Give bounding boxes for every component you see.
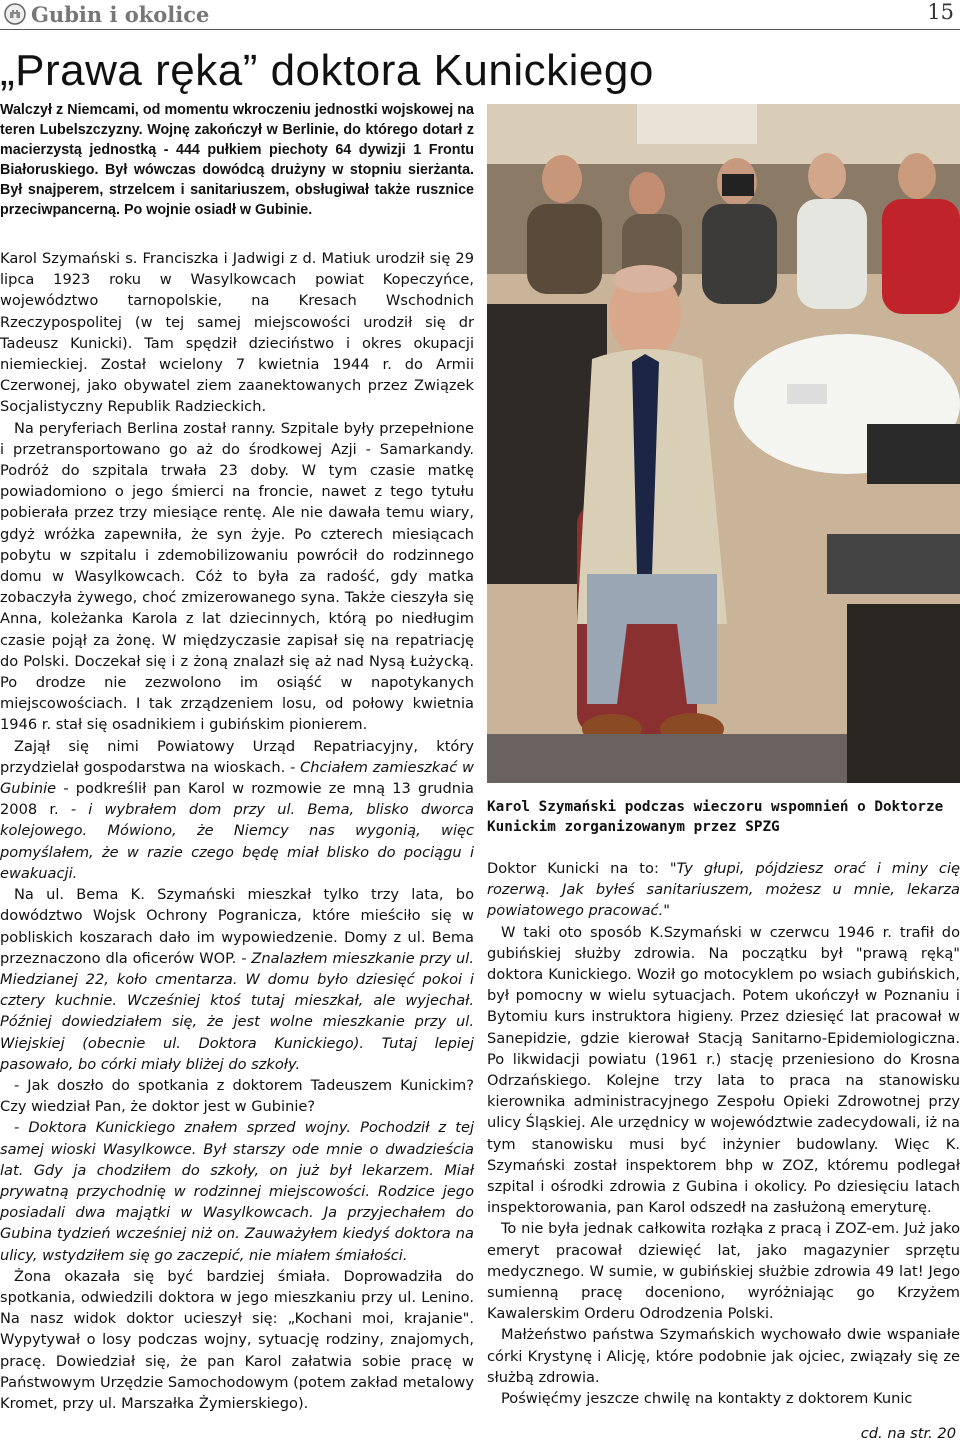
body-text: - podkreślił pan Karol w rozmowie ze mną 13 grudnia 2008 r. [0,780,474,819]
quote-text: "Ty głupi, pójdziesz orać i miny cię rozerwą. Jak byłeś sanitariuszem, możesz u mnie, lekarza powiatowego pracować." [487,860,960,920]
body-paragraph: To nie była jednak całkowita rozłąka z pracą i ZOZ-em. Już jako emeryt pracował dziewięć lat, jako magazynier sprzętu medycznego. W sumie, w gubińskiej służbie zdrowia 49 lat! Jego sumienną pracę doceniono, wyróżniając go Krzyżem Kawalerskim Orderu Odrodzenia Polski. [487,1220,960,1323]
body-paragraph [0,884,474,1075]
quote-text: - Doktora Kunickiego znałem sprzed wojny. Pochodził z tej samej wioski Wasylkowce. Był starszy ode mnie o dwadzieścia lat. Gdy ja chodziłem do szkoły, on już był lekarzem. Miał prywatną przychodnię w rodzinnej miejscowości. Rodzice jego posiadali dwa majątki w Wasylkowcach. Ja przyjechałem do Gubina tydzień wcześniej niż on. Zauważyłem kiedyś doktora na ulicy, wstydziłem się go zaczepić, nie miałem śmiałości. [0,1119,474,1264]
body-paragraph: Małżeństwo państwa Szymańskich wychowało dwie wspaniałe córki Krystynę i Alicję, które podobnie jak ojciec, związały się ze służbą zdrowia. [487,1326,960,1386]
continued-note: cd. na str. 20 [860,1425,956,1442]
body-paragraph [487,858,960,922]
body-paragraph: Poświęćmy jeszcze chwilę na kontakty z doktorem Kunic [501,1390,913,1408]
article-photo [487,104,960,783]
body-text: Doktor Kunicki na to: [487,860,670,877]
header-rule [0,29,960,30]
body-paragraph: Żona okazała się być bardziej śmiała. Doprowadziła do spotkania, odwiedzili doktora w jego mieszkaniu przy ul. Lenino. Na nasz widok doktor ucieszył się: „Kochani moi, krajanie". Wypytywał o losy podczas wojny, sytuację rodziny, znajomych, pracę. Dowiedział się, że pan Karol załatwia sobie pracę w Państwowym Urzędzie Samochodowym (potem zakład metalowy Kromet, przy ul. Marszałka Żymierskiego). [0,1267,474,1412]
body-paragraph: W taki oto sposób K.Szymański w czerwcu 1946 r. trafił do gubińskiej służby zdrowia. Na początku był "prawą ręką" doktora Kunickiego. Woził go motocyklem po wsiach gubińskich, był pomocny w wielu sytuacjach. Potem ukończył w Poznaniu i Bytomiu kurs instruktora higieny. Przez dziesięć lat pracował w Sanepidzie, gdzie kierował Stacją Sanitarno-Epidemiologiczna. Po likwidacji powiatu (1961 r.) stację przeniesiono do Krosna Odrzańskiego. Kolejne trzy lata to praca na stanowisku kierownika administracyjnego Zespołu Opieki Zdrowotnej przy ulicy Śląskiej. Ale urzędnicy w województwie zadecydowali, iż na tym stanowisku musi być inżynier budowlany. Więc K. Szymański został inspektorem bhp w ZOZ, któremu podlegał szpital i ośrodki zdrowia z Gubina i okolicy. Po dziesięciu latach inspektorowania, pan Karol odszedł na zasłużoną emeryturę. [487,923,960,1217]
body-paragraph: Karol Szymański s. Franciszka i Jadwigi z d. Matiuk urodził się 29 lipca 1923 roku w Wasylkowcach powiat Kopeczyńce, województwo tarnopolskie, na Kresach Wschodnich Rzeczypospolitej (w tej samej miejscowości urodził się dr Tadeusz Kunicki). Tam spędził dzieciństwo i okres okupacji niemieckiej. Został wcielony 7 kwietnia 1944 r. do Armii Czerwonej, jako obywatel ziem zaanektowanych przez Związek Socjalistyczny Republik Radzieckich. [0,250,474,416]
photo-caption: Karol Szymański podczas wieczoru wspomnień o Doktorze Kunickim zorganizowanym przez SPZG [487,799,944,835]
article-lead: Walczył z Niemcami, od momentu wkroczeniu jednostki wojskowej na teren Lubelszczyzny. Wojnę zakończył w Berlinie, do którego dotarł z macierzystą jednostką - 444 pułkiem piechoty 64 dywizji 1 Frontu Białoruskiego. Był wówczas dowódcą drużyny w stopniu sierżanta. Był snajperem, strzelcem i sanitariuszem, obsługiwał także rusznice przeciwpancerną. Po wojnie osiadł w Gubinie. [0,102,474,218]
quote-text: - i wybrałem dom przy ul. Bema, blisko dworca kolejowego. Mówiono, że Niemcy nas wygonią, więc pomyślałem, że w razie czego będę miał blisko do pociągu i ewakuacji. [0,801,474,882]
article-column-right [487,858,960,1409]
interview-answer [0,1117,474,1265]
body-paragraph: Na peryferiach Berlina został ranny. Szpitale były przepełnione i przetransportowano go aż do środkowej Azji - Samarkandy. Podróż do szpitala trwała 23 doby. W tym czasie matkę powiadomiono o jego śmierci na froncie, nawet z tego tytułu pobierała przez trzy miesiące rentę. Ale nie dawała temu wiary, gdyż wróżka zapewniła, że syn żyje. Po czterech miesiącach pobytu w szpitalu i zdemobilizowaniu powrócił do rodzinnego domu w Wasylkowcach. Cóż to była za radość, gdy matka zobaczyła żywego, choć zmizerowanego syna. Także cieszyła się Anna, koleżanka Karola z lat dziecinnych, którą po niedługim czasie pojął za żonę. W międzyczasie zapisał się na repatriację do Polski. Doczekał się i z żoną znalazł się aż nad Nysą Łużycką. Po drodze nie zezwolono im osiąść w napotykanych miejscowościach. I tak zrządzeniem losu, od połowy kwietnia 1946 r. stał się osadnikiem i gubińskim pionierem. [0,419,474,734]
page-number: 15 [927,0,954,24]
body-paragraph [0,736,474,884]
quote-text: - Znalazłem mieszkanie przy ul. Miedzianej 22, koło cmentarza. W domu było dziesięć pokoi i cztery kuchnie. Wcześniej ktoś tutaj mieszkał, ale wyjechał. Później dowiedziałem się, że jest wolne mieszkanie przy ul. Wiejskiej (obecnie ul. Doktora Kunickiego). Tutaj lepiej pasowało, bo córki miały bliżej do szkoły. [0,949,474,1073]
article-column-left [0,248,474,1414]
body-text: Na ul. Bema K. Szymański mieszkał tylko trzy lata, bo dowództwo Wojsk Ochrony Pogranicza, które mieściło się w pobliskich koszarach dało im wypowiedzenie. Domy z ul. Bema przeznaczono dla oficerów WOP. [0,886,474,967]
article-headline: „Prawa ręka” doktora Kunickiego [0,46,654,95]
section-title: Gubin i okolice [31,2,210,27]
body-text: Zajął się nimi Powiatowy Urząd Repatriacyjny, który przydzielał gospodarstwa na wioskach. [0,737,474,776]
page-header [0,0,960,30]
town-crest-icon [4,3,26,25]
quote-text: - Chciałem zamieszkać w Gubinie [0,758,474,798]
interview-question: - Jak doszło do spotkania z doktorem Tadeuszem Kunickim? Czy wiedział Pan, że doktor jest w Gubinie? [0,1076,474,1116]
